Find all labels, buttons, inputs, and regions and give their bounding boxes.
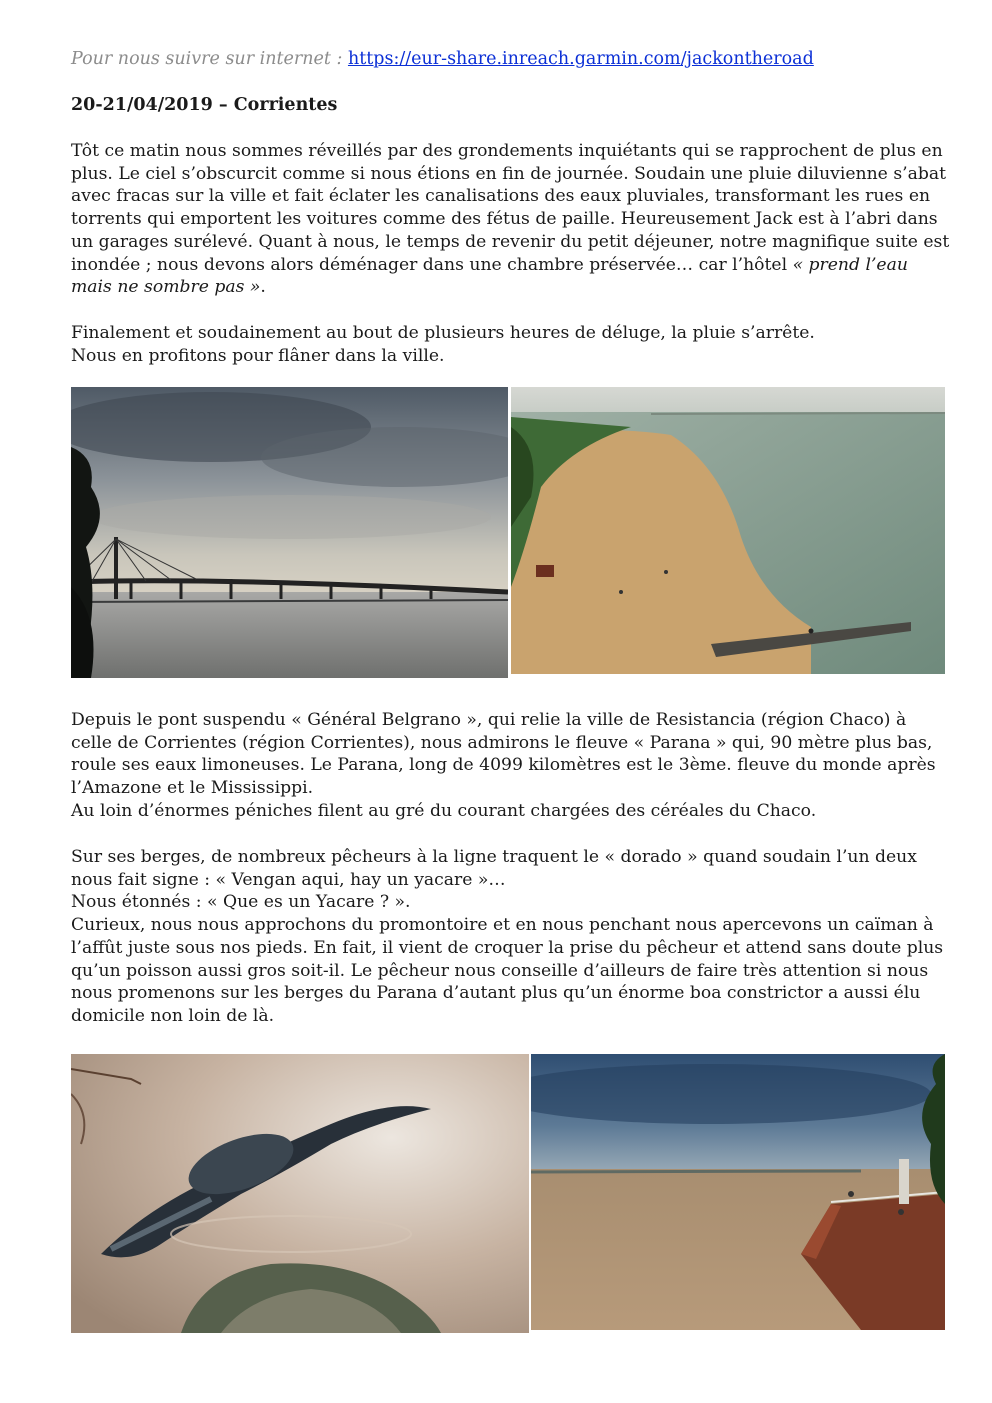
follow-line: [71, 48, 814, 70]
bridge-text: Depuis le pont suspendu « Général Belgrano », qui relie la ville de Resistancia (région Chaco) à celle de Corrientes (région Corrientes), nous admirons le fleuve « Parana » qui, 90 mètre plus bas, roule ses eaux limoneuses. Le Parana, long de 4099 kilomètres est le 3ème. fleuve du monde après l’Amazone et le Mississippi.: [71, 710, 936, 799]
intro-text: [71, 140, 951, 299]
stroll-line: Nous en profitons pour flâner dans la ville.: [71, 345, 445, 366]
caiman-text: Curieux, nous nous approchons du promontoire et en nous penchant nous apercevons un caïman à l’affût juste sous nos pieds. En fait, il vient de croquer la prise du pêcheur et attend sans doute plus qu’un poisson aussi gros soit-il. Le pêcheur nous conseille d’ailleurs de faire très attention si nous nous promenons sur les berges du Parana d’autant plus qu’un énorme boa constrictor a aussi élu domicile non loin de là.: [71, 915, 944, 1026]
intro-text-body: Tôt ce matin nous sommes réveillés par des grondements inquiétants qui se rapprochent de plus en plus. Le ciel s’obscurcit comme si nous étions en fin de journée. Soudain une pluie diluvienne s’abat avec fracas sur la ville et fait éclater les canalisations des eaux pluviales, transformant les rues en torrents qui emportent les voitures comme des fétus de paille. Heureusement Jack est à l’abri dans un garages surélevé. Quant à nous, le temps de revenir du petit déjeuner, notre magnifique suite est inondée ; nous devons alors déménager dans une chambre préservée… car l’hôtel: [71, 141, 950, 275]
fishermen-paragraph: [71, 846, 951, 1028]
tracking-link[interactable]: https://eur-share.inreach.garmin.com/jackontheroad: [347, 49, 814, 69]
page-title: 20-21/04/2019 – Corrientes: [71, 95, 338, 115]
intro-text-end: .: [260, 277, 266, 298]
intro-paragraph: [71, 140, 951, 299]
rain-stops-line: Finalement et soudainement au bout de plusieurs heures de déluge, la pluie s’arrête.: [71, 323, 815, 343]
promontory-photo: [531, 1054, 945, 1330]
question-text: Nous étonnés : « Que es un Yacare ? ».: [71, 892, 411, 913]
rain-stops-paragraph: [71, 322, 951, 367]
bridge-paragraph: [71, 709, 951, 823]
bridge-photo: [71, 387, 508, 678]
caiman-photo: [71, 1054, 529, 1333]
hotel-quote: « prend l’eau mais ne sombre pas »: [71, 254, 908, 298]
beach-aerial-photo: [511, 387, 945, 674]
barges-text: Au loin d’énormes péniches filent au gré du courant chargées des céréales du Chaco.: [71, 800, 817, 821]
follow-label: Pour nous suivre sur internet :: [71, 49, 343, 69]
fishermen-text: Sur ses berges, de nombreux pêcheurs à la ligne traquent le « dorado » quand soudain l’un deux nous fait signe : « Vengan aqui, hay un yacare »…: [71, 847, 917, 890]
